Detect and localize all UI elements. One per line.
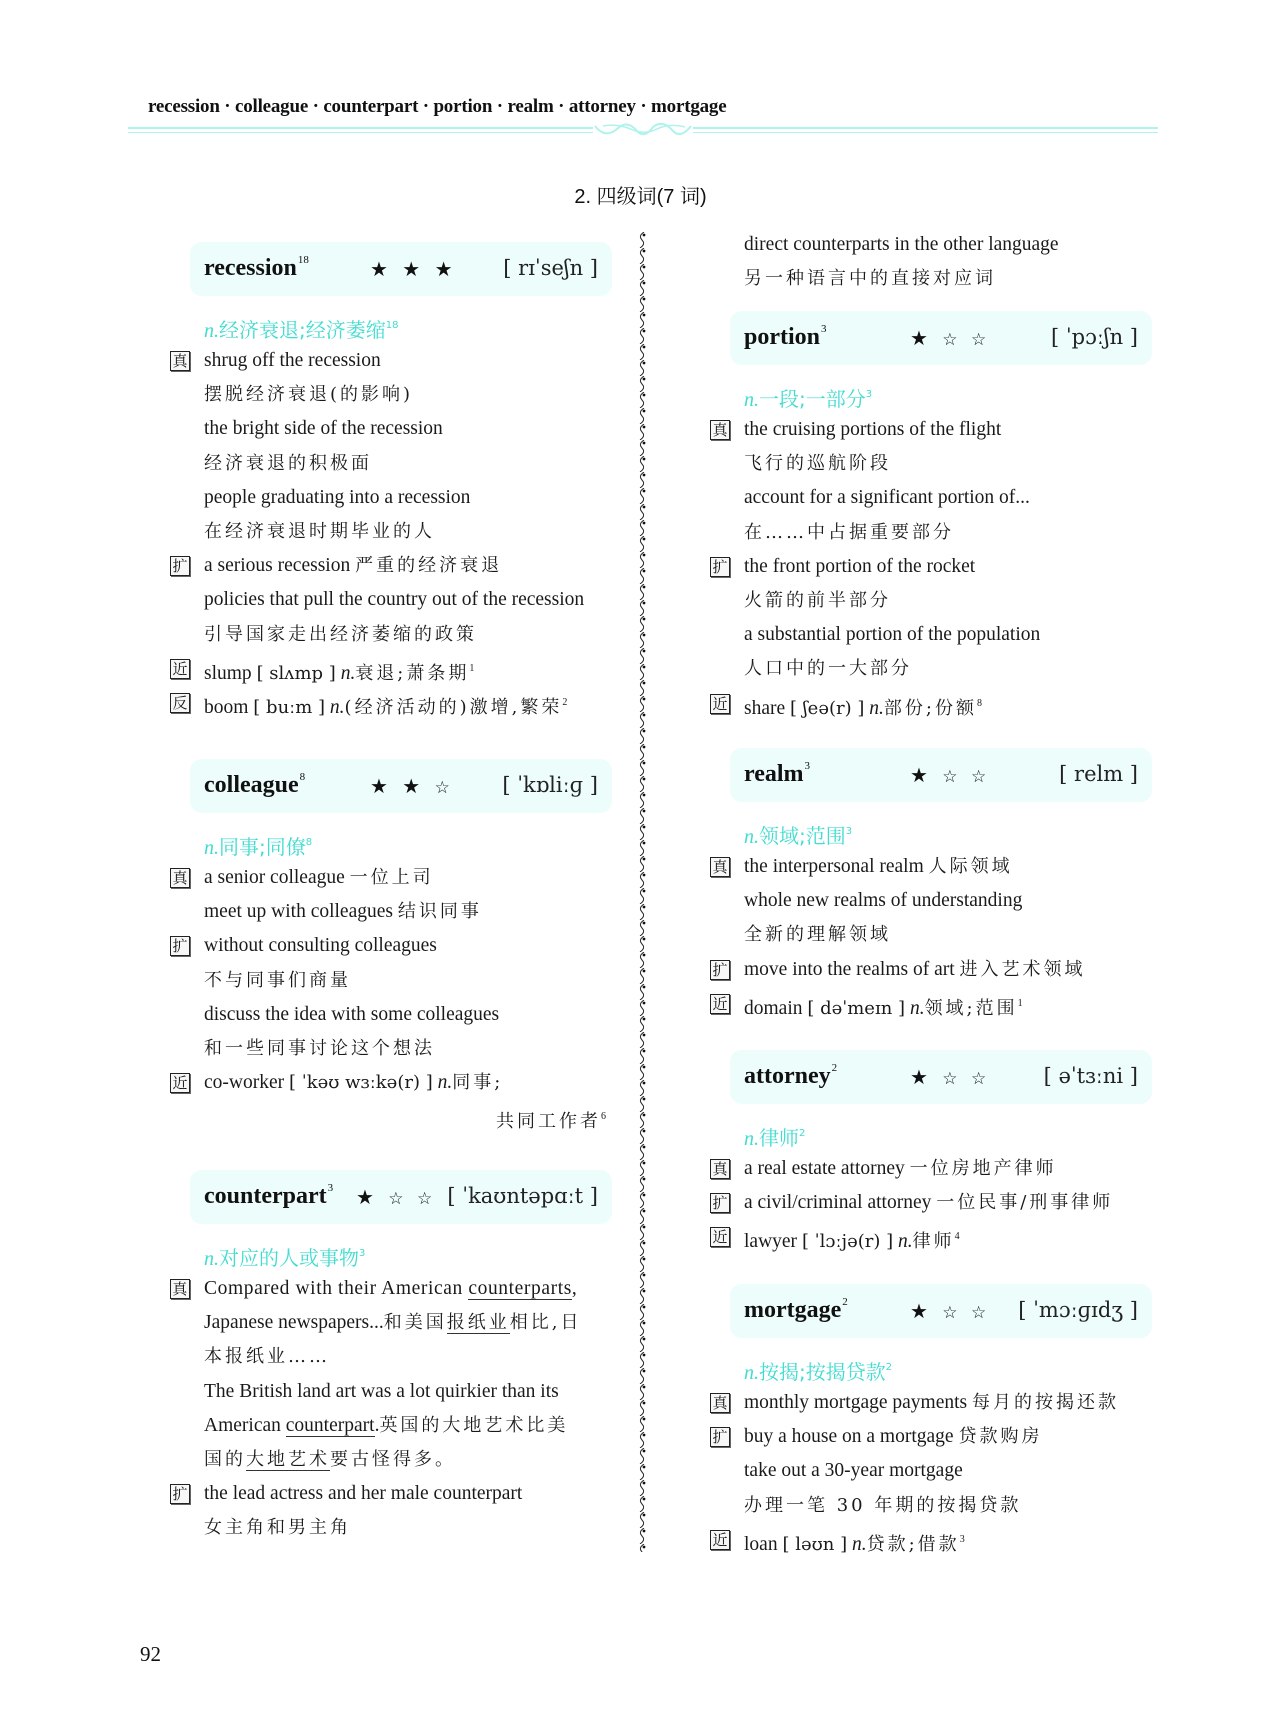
phonetic: [ əˈtɜːni ]	[1043, 1064, 1138, 1088]
translation-line: 女主角和男主角	[204, 1517, 351, 1539]
translation-line: 引导国家走出经济萎缩的政策	[204, 623, 477, 645]
entry-mortgage	[710, 1284, 1160, 1557]
tag-real-icon: 真	[710, 420, 730, 440]
tag-synonym-icon: 近	[710, 1227, 730, 1247]
translation-line: 另一种语言中的直接对应词	[744, 268, 996, 290]
definition: n.领域;范围$^3$	[744, 824, 853, 848]
translation-line: 不与同事们商量	[204, 969, 351, 991]
synonym-line: 近 share [ ʃeə(r) ] n.部份;份额$^8$	[710, 687, 1160, 721]
column-divider-ornament	[636, 232, 648, 1552]
translation-line: 和一些同事讨论这个想法	[204, 1037, 435, 1059]
headword: portion$^3$	[744, 323, 827, 350]
example-line: take out a 30-year mortgage	[744, 1460, 963, 1482]
headword: recession$^{18}$	[204, 254, 309, 281]
definition: n.同事;同僚$^8$	[204, 835, 313, 859]
entry-realm	[710, 748, 1160, 1021]
difficulty-stars: ★ ☆ ☆	[910, 1065, 991, 1089]
example-line: 真 a senior colleague 一位上司	[170, 861, 620, 895]
translation-line: 人口中的一大部分	[744, 658, 912, 680]
example-line: meet up with colleagues 结识同事	[204, 901, 482, 923]
phonetic: [ ˈkaʊntəpɑːt ]	[447, 1184, 598, 1208]
example-line: policies that pull the country out of the recession	[204, 589, 585, 611]
phonetic: [ ˈmɔːɡɪdʒ ]	[1018, 1298, 1138, 1322]
translation-line: 办理一笔 30 年期的按揭贷款	[744, 1494, 1022, 1516]
example-line: 真 monthly mortgage payments 每月的按揭还款	[710, 1386, 1160, 1420]
header-ornament-rule	[128, 124, 1158, 136]
example-line: 扩 buy a house on a mortgage 贷款购房	[710, 1420, 1160, 1454]
example-line: The British land art was a lot quirkier than its	[204, 1380, 559, 1402]
entry-recession	[170, 242, 620, 720]
tag-real-icon: 真	[710, 1159, 730, 1179]
example-line: 扩 move into the realms of art 进入艺术领域	[710, 953, 1160, 987]
example-line: people graduating into a recession	[204, 486, 471, 508]
example-line: 扩 the lead actress and her male counterpart	[170, 1477, 620, 1511]
definition: n.对应的人或事物$^3$	[204, 1246, 366, 1270]
difficulty-stars: ★ ☆ ☆	[910, 1299, 991, 1323]
headword: counterpart$^3$	[204, 1182, 334, 1209]
definition: n.按揭;按揭贷款$^2$	[744, 1360, 893, 1384]
phonetic: [ rɪˈseʃn ]	[503, 256, 598, 280]
difficulty-stars: ★ ☆ ☆	[356, 1185, 437, 1209]
entry-portion	[710, 311, 1160, 721]
entry-counterpart	[170, 1170, 620, 1546]
definition: n.一段;一部分$^3$	[744, 387, 873, 411]
tag-real-icon: 真	[170, 351, 190, 371]
translation-line: 飞行的巡航阶段	[744, 453, 891, 475]
tag-extend-icon: 扩	[710, 1193, 730, 1213]
difficulty-stars: ★ ☆ ☆	[910, 763, 991, 787]
headword-box	[730, 1050, 1152, 1104]
definition: n.律师$^2$	[744, 1126, 806, 1150]
headword-box	[190, 1170, 612, 1224]
example-line: account for a significant portion of...	[744, 487, 1030, 509]
headword: realm$^3$	[744, 760, 811, 787]
tag-extend-icon: 扩	[710, 960, 730, 980]
tag-real-icon: 真	[170, 1279, 190, 1299]
translation-line: 本报纸业……	[204, 1346, 330, 1368]
example-line: 扩 a civil/criminal attorney 一位民事/刑事律师	[710, 1186, 1160, 1220]
tag-synonym-icon: 近	[170, 1073, 190, 1093]
antonym-line: 反 boom [ buːm ] n.(经济活动的)激增,繁荣$^2$	[170, 686, 620, 720]
headword-box	[190, 242, 612, 296]
definition: n.经济衰退;经济萎缩$^{18}$	[204, 318, 399, 342]
phonetic: [ ˈpɔːʃn ]	[1050, 325, 1138, 349]
tag-extend-icon: 扩	[710, 1427, 730, 1447]
headword-box	[730, 1284, 1152, 1338]
translation-line: 国的大地艺术要古怪得多。	[204, 1448, 456, 1470]
example-line: whole new realms of understanding	[744, 890, 1023, 912]
headword-box	[730, 311, 1152, 365]
synonym-line: 近 slump [ slʌmp ] n.衰退;萧条期$^1$	[170, 652, 620, 686]
translation-line: 火箭的前半部分	[744, 589, 891, 611]
running-head: recession · colleague · counterpart · portion · realm · attorney · mortgage	[148, 96, 727, 117]
translation-line: 摆脱经济衰退(的影响)	[204, 384, 414, 406]
headword: attorney$^2$	[744, 1062, 838, 1089]
entry-attorney	[710, 1050, 1160, 1255]
tag-extend-icon: 扩	[170, 556, 190, 576]
headword-box	[730, 748, 1152, 802]
phonetic: [ relm ]	[1059, 762, 1138, 786]
example-line: the bright side of the recession	[204, 418, 443, 440]
example-line: American counterpart.英国的大地艺术比美	[204, 1414, 569, 1436]
section-title: 2. 四级词(7 词)	[574, 186, 707, 208]
example-line: direct counterparts in the other language	[744, 234, 1059, 255]
headword: colleague$^8$	[204, 771, 306, 798]
page-number: 92	[140, 1642, 161, 1666]
flourish-icon	[593, 121, 693, 139]
example-line: 真 shrug off the recession	[170, 344, 620, 378]
example-line: Japanese newspapers...和美国报纸业相比,日	[204, 1312, 582, 1334]
difficulty-stars: ★ ★ ☆	[370, 774, 454, 798]
example-line: 真 Compared with their American counterparts,	[170, 1272, 620, 1306]
translation-line: 在……中占据重要部分	[744, 521, 954, 543]
example-line: 真 the interpersonal realm 人际领域	[710, 850, 1160, 884]
tag-synonym-icon: 近	[710, 994, 730, 1014]
entry-counterpart-continued	[710, 228, 1160, 296]
phonetic: [ ˈkɒliːɡ ]	[502, 773, 598, 797]
tag-real-icon: 真	[170, 868, 190, 888]
translation-line: 经济衰退的积极面	[204, 452, 372, 474]
example-line: 真 the cruising portions of the flight	[710, 413, 1160, 447]
tag-extend-icon: 扩	[170, 1484, 190, 1504]
synonym-line: 近 loan [ ləʊn ] n.贷款;借款$^3$	[710, 1523, 1160, 1557]
tag-real-icon: 真	[710, 857, 730, 877]
example-line: discuss the idea with some colleagues	[204, 1003, 500, 1025]
example-line: a substantial portion of the population	[744, 624, 1041, 646]
tag-synonym-icon: 近	[710, 694, 730, 714]
synonym-line-cont: 共同工作者$^6$	[496, 1111, 606, 1133]
synonym-line: 近 co-worker [ ˈkəʊ wɜːkə(r) ] n.同事;	[170, 1066, 620, 1100]
difficulty-stars: ★ ☆ ☆	[910, 326, 991, 350]
example-line: 扩 without consulting colleagues	[170, 929, 620, 963]
synonym-line: 近 domain [ dəˈmeɪn ] n.领域;范围$^1$	[710, 987, 1160, 1021]
translation-line: 在经济衰退时期毕业的人	[204, 520, 435, 542]
tag-real-icon: 真	[710, 1393, 730, 1413]
example-line: 扩 a serious recession 严重的经济衰退	[170, 549, 620, 583]
entry-colleague	[170, 759, 620, 1135]
tag-extend-icon: 扩	[170, 936, 190, 956]
tag-extend-icon: 扩	[710, 557, 730, 577]
example-line: 真 a real estate attorney 一位房地产律师	[710, 1152, 1160, 1186]
tag-synonym-icon: 近	[710, 1530, 730, 1550]
headword: mortgage$^2$	[744, 1296, 848, 1323]
tag-antonym-icon: 反	[170, 693, 190, 713]
example-line: 扩 the front portion of the rocket	[710, 550, 1160, 584]
translation-line: 全新的理解领域	[744, 924, 891, 946]
synonym-line: 近 lawyer [ ˈlɔːjə(r) ] n.律师$^4$	[710, 1220, 1160, 1254]
tag-synonym-icon: 近	[170, 659, 190, 679]
difficulty-stars: ★ ★ ★	[370, 257, 457, 281]
headword-box	[190, 759, 612, 813]
